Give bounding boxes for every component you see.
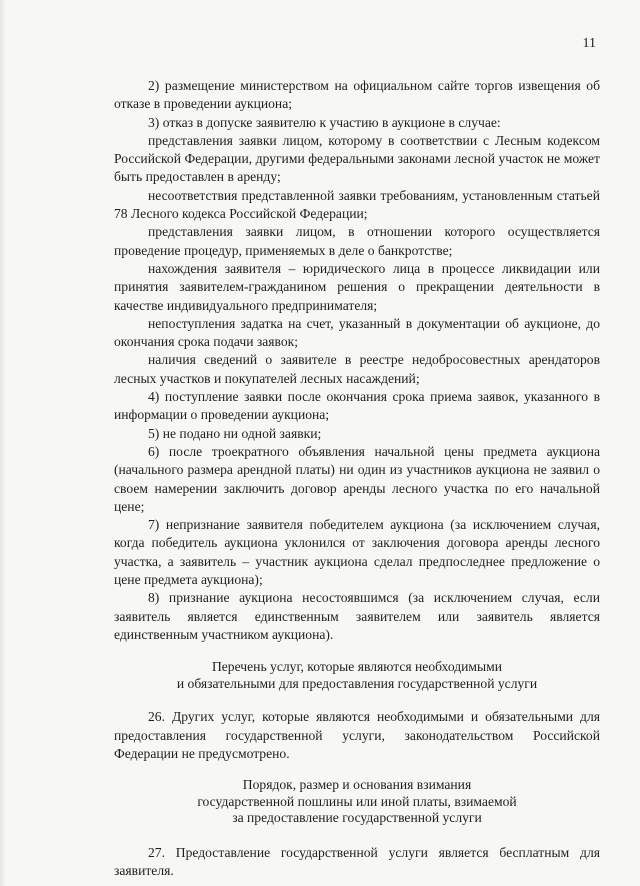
paragraph-item-5: 5) не подано ни одной заявки; [148,425,322,441]
heading-line: Порядок, размер и основания взимания [242,777,472,793]
paragraph-item-4: 4) поступление заявки после окончания срока приема заявок, указанного в информации о проведении аукциона; [114,389,600,423]
scan-edge [0,0,6,886]
paragraph-reason-3: представления заявки лицом, в отношении которого осуществляется проведение процедур, применяемых в деле о банкротстве; [114,224,600,258]
paragraph-reason-5: непоступления задатка на счет, указанный в документации об аукционе, до окончания срока подачи заявок; [114,315,600,350]
paragraph-reason-2: несоответствия представленной заявки требованиям, установленным статьей 78 Лесного кодекса Российской Федерации; [114,187,600,222]
page-number: 11 [582,36,596,51]
heading-line: и обязательными для предоставления государственной услуги [176,675,538,691]
paragraph-item-3: 3) отказ в допуске заявителю к участию в аукционе в случае: [148,114,501,130]
section-heading-services [114,659,600,692]
paragraph-item-2: 2) размещение министерством на официальном сайте торгов извещения об отказе в проведении аукциона; [114,78,600,112]
paragraph-26: 26. Других услуг, которые являются необходимыми и обязательными для предоставления государственной услуги, законодательством Российской Федерации не предусмотрено. [114,709,600,761]
paragraph-reason-4: нахождения заявителя – юридического лица в процессе ликвидации или принятия заявителем-гражданином решения о прекращении деятельности в качестве индивидуального предпринимателя; [114,260,600,313]
paragraph-item-7: 7) непризнание заявителя победителем аукциона (за исключением случая, когда победитель аукциона уклонился от заключения договора аренды лесного участка, а заявитель – участник аукциона сделал предпоследнее предложение о цене предмета аукциона); [114,517,600,588]
section-heading-fee [114,777,600,827]
paragraph-item-6: 6) после троекратного объявления начальной цены предмета аукциона (начального размера арендной платы) ни один из участников аукциона не заявил о своем намерении заключить договор аренды лесного участка по его начальной цене; [114,443,600,514]
paragraph-27: 27. Предоставление государственной услуги является бесплатным для заявителя. [114,844,600,878]
heading-line: за предоставление государственной услуги [232,810,482,826]
paragraph-reason-1: представления заявки лицом, которому в соответствии с Лесным кодексом Российской Федерации, другими федеральными законами лесной участок не может быть предоставлен в аренду; [114,132,600,185]
paragraph-item-8: 8) признание аукциона несостоявшимся (за исключением случая, если заявитель является единственным заявителем или заявитель является единственным участником аукциона). [114,590,600,642]
document-body [114,77,600,880]
heading-line: Перечень услуг, которые являются необходимыми [211,659,503,675]
paragraph-reason-6: наличия сведений о заявителе в реестре недобросовестных арендаторов лесных участков и покупателей лесных насаждений; [114,352,600,386]
heading-line: государственной пошлины или иной платы, взимаемой [197,793,517,809]
